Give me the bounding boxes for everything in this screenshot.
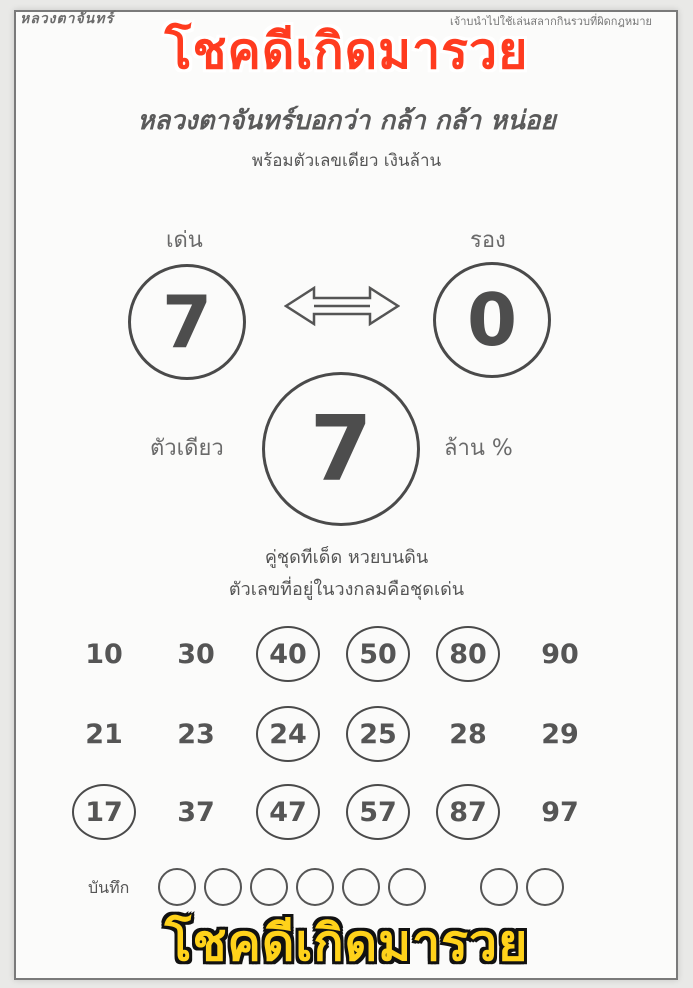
page-subtitle: พร้อมตัวเลขเดียว เงินล้าน bbox=[251, 151, 442, 171]
memo-circle bbox=[204, 868, 242, 906]
pair-number-circled: 57 bbox=[346, 784, 410, 840]
sub-number: 0 bbox=[433, 262, 551, 378]
pair-number: 10 bbox=[85, 638, 123, 670]
memo-circle bbox=[158, 868, 196, 906]
million-label: ล้าน % bbox=[444, 436, 513, 461]
memo-circle bbox=[526, 868, 564, 906]
banner-top: โชคดีเกิดมารวย bbox=[164, 22, 529, 80]
page-title: หลวงตาจันทร์บอกว่า กล้า กล้า หน่อย bbox=[137, 106, 556, 136]
banner-bottom: โชคดีเกิดมารวย bbox=[164, 914, 529, 972]
pair-number-circled: 17 bbox=[72, 784, 136, 840]
double-arrow-icon bbox=[284, 284, 400, 328]
single-number: 7 bbox=[262, 372, 420, 526]
sub-label: รอง bbox=[470, 228, 506, 253]
pairs-note: ตัวเลขที่อยู่ในวงกลมคือชุดเด่น bbox=[228, 579, 465, 600]
memo-circle bbox=[250, 868, 288, 906]
pairs-title: คู่ชุดทีเด็ด หวยบนดิน bbox=[264, 547, 429, 568]
memo-circle bbox=[480, 868, 518, 906]
pair-number-circled: 50 bbox=[346, 626, 410, 682]
pair-number-circled: 87 bbox=[436, 784, 500, 840]
pair-number: 29 bbox=[541, 718, 579, 750]
header-left-text: หลวงตาจันทร์ bbox=[20, 11, 114, 27]
pair-number: 30 bbox=[177, 638, 215, 670]
memo-circle bbox=[388, 868, 426, 906]
lead-label: เด่น bbox=[166, 228, 203, 253]
memo-circle bbox=[296, 868, 334, 906]
pair-number: 97 bbox=[541, 796, 579, 828]
header-right-note: เจ้าบนำไปใช้เล่นสลากกินรวบที่ผิดกฎหมาย bbox=[450, 15, 652, 28]
pair-number: 21 bbox=[85, 718, 123, 750]
memo-label: บันทึก bbox=[88, 878, 130, 897]
pair-number: 37 bbox=[177, 796, 215, 828]
pair-number: 23 bbox=[177, 718, 215, 750]
pair-number-circled: 47 bbox=[256, 784, 320, 840]
pair-number: 28 bbox=[449, 718, 487, 750]
pair-number-circled: 80 bbox=[436, 626, 500, 682]
lead-number: 7 bbox=[128, 264, 246, 380]
pair-number-circled: 25 bbox=[346, 706, 410, 762]
pair-number: 90 bbox=[541, 638, 579, 670]
pair-number-circled: 40 bbox=[256, 626, 320, 682]
memo-circle bbox=[342, 868, 380, 906]
pair-number-circled: 24 bbox=[256, 706, 320, 762]
single-label: ตัวเดียว bbox=[150, 436, 224, 461]
